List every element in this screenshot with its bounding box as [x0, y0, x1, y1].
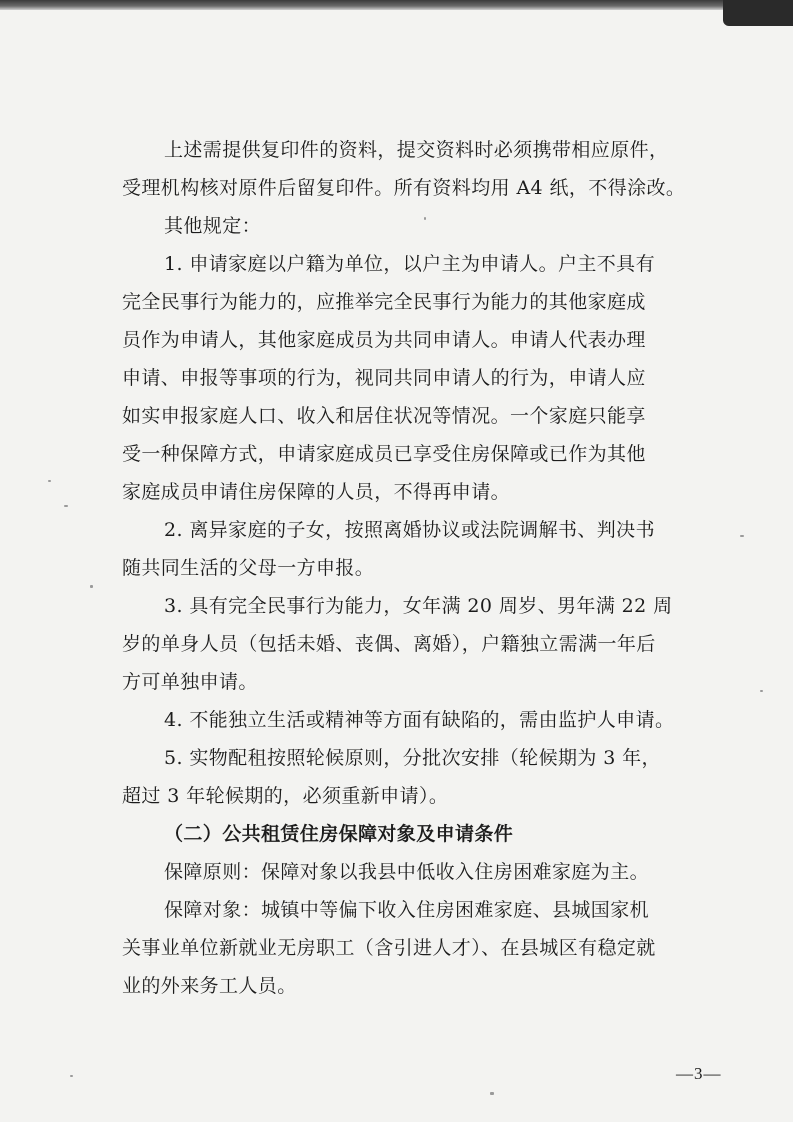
scan-corner-shadow: [723, 0, 793, 26]
text-line: 其他规定：: [164, 215, 262, 237]
scan-speck: [740, 535, 744, 537]
text-line: 关事业单位新就业无房职工（含引进人才）、在县城区有稳定就: [122, 937, 656, 959]
text-line: 方可单独申请。: [122, 671, 258, 693]
section-heading: （二）公共租赁住房保障对象及申请条件: [164, 823, 514, 845]
page-number: —3—: [676, 1064, 722, 1083]
text-line: 随共同生活的父母一方申报。: [122, 557, 375, 579]
text-line: 业的外来务工人员。: [122, 975, 297, 997]
text-line: 保障对象：城镇中等偏下收入住房困难家庭、县城国家机: [164, 899, 650, 921]
text-line: 岁的单身人员（包括未婚、丧偶、离婚），户籍独立需满一年后: [122, 633, 656, 655]
text-line: 超过 3 年轮候期的，必须重新申请）。: [122, 785, 449, 807]
text-line: 员作为申请人，其他家庭成员为共同申请人。申请人代表办理: [122, 329, 646, 351]
text-line: 上述需提供复印件的资料，提交资料时必须携带相应原件，: [164, 139, 669, 161]
scan-speck: [490, 1092, 494, 1095]
text-line: 受一种保障方式，申请家庭成员已享受住房保障或已作为其他: [122, 443, 646, 465]
scan-speck: [64, 505, 68, 507]
text-line: 完全民事行为能力的，应推举完全民事行为能力的其他家庭成: [122, 291, 646, 313]
text-line: 如实申报家庭人口、收入和居住状况等情况。一个家庭只能享: [122, 405, 646, 427]
text-line: 3. 具有完全民事行为能力，女年满 20 周岁、男年满 22 周: [164, 595, 673, 617]
text-line: 4. 不能独立生活或精神等方面有缺陷的，需由监护人申请。: [164, 709, 675, 731]
text-line: 受理机构核对原件后留复印件。所有资料均用 A4 纸，不得涂改。: [122, 177, 686, 199]
text-line: 2. 离异家庭的子女，按照离婚协议或法院调解书、判决书: [164, 519, 655, 541]
scan-speck: [48, 480, 51, 482]
scan-speck: [70, 1075, 73, 1077]
text-line: 申请、申报等事项的行为，视同共同申请人的行为，申请人应: [122, 367, 646, 389]
text-line: 家庭成员申请住房保障的人员，不得再申请。: [122, 481, 511, 503]
scan-speck: [90, 585, 93, 588]
scan-speck: [760, 690, 763, 692]
text-line: 保障原则：保障对象以我县中低收入住房困难家庭为主。: [164, 861, 650, 883]
scan-speck: [424, 217, 426, 220]
text-line: 1. 申请家庭以户籍为单位，以户主为申请人。户主不具有: [164, 253, 655, 275]
text-line: 5. 实物配租按照轮候原则，分批次安排（轮候期为 3 年，: [164, 747, 661, 769]
scan-top-edge: [0, 0, 793, 10]
